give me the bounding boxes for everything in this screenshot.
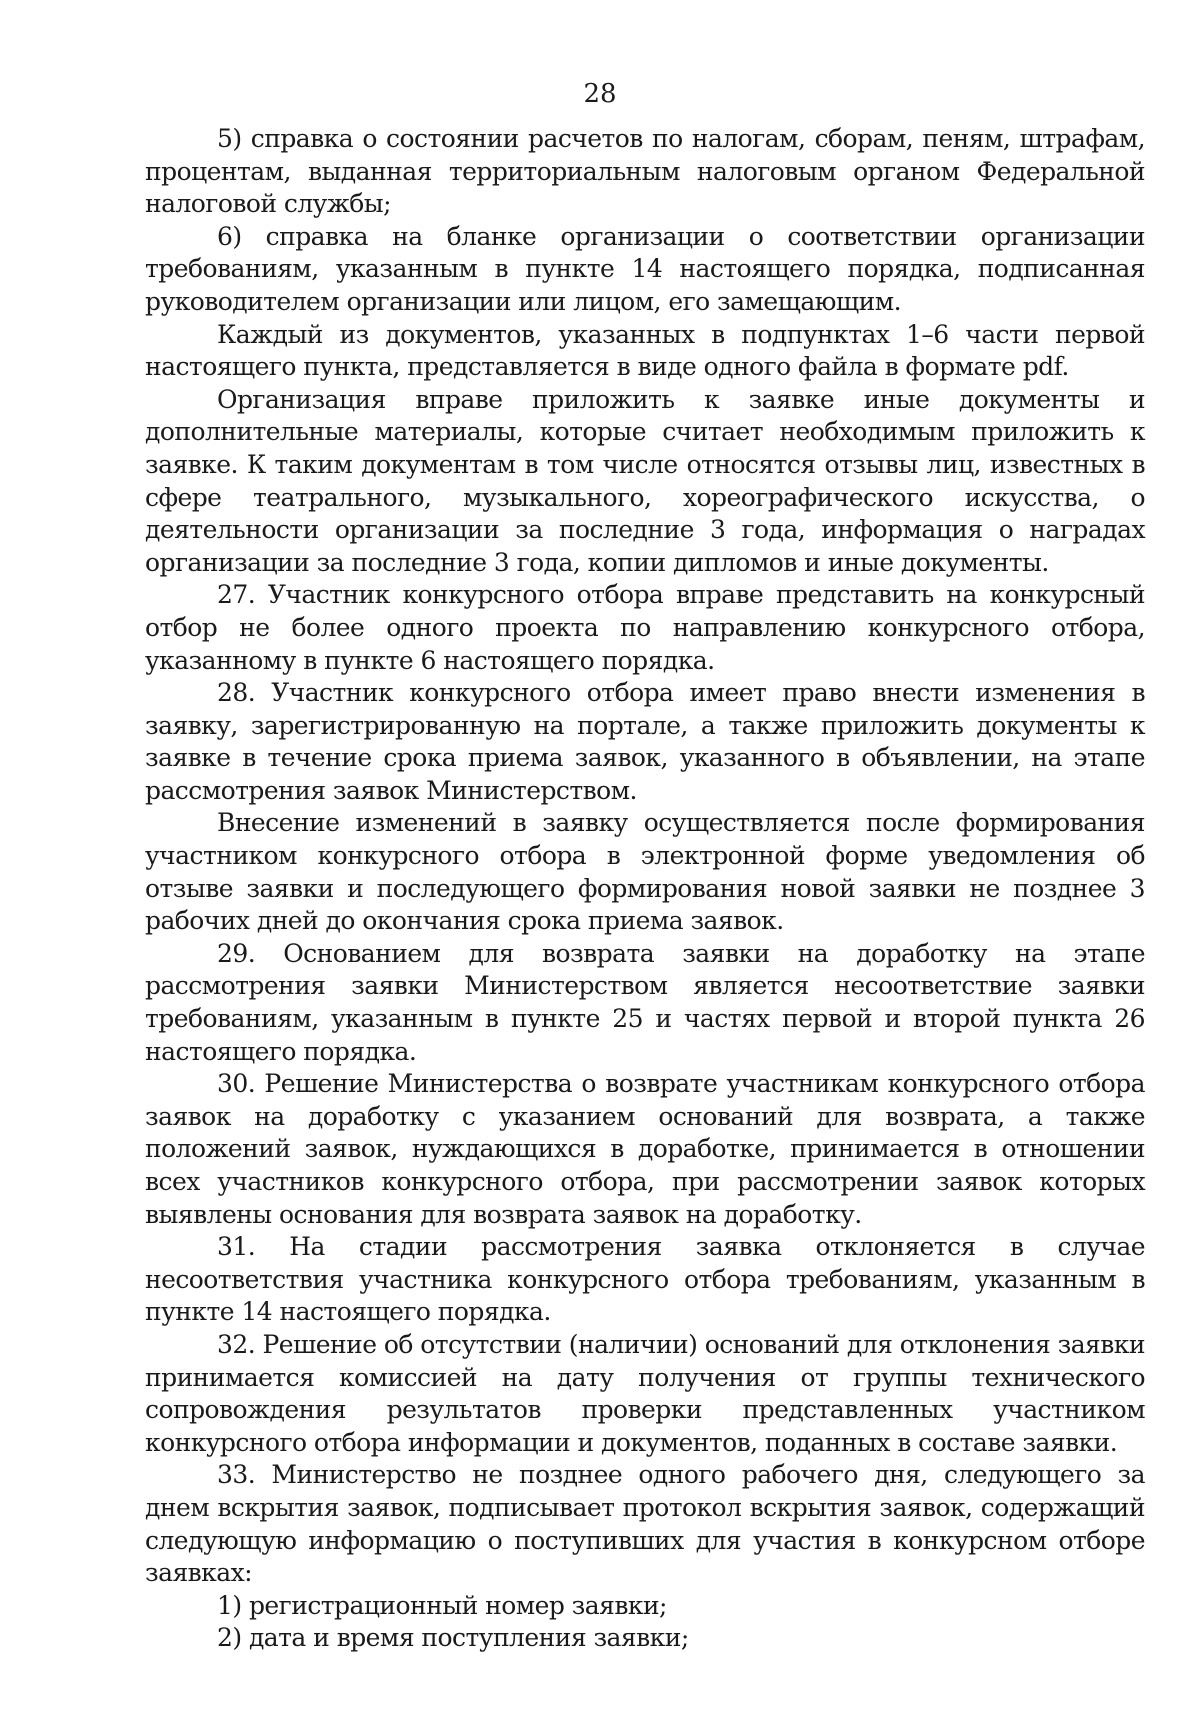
paragraph-clause-32: 32. Решение об отсутствии (наличии) оснований для отклонения заявки принимается комиссией на дату получения от группы технического сопровождения результатов проверки представленных участником конкурсного отбора информации и документов, поданных в составе заявки. — [145, 1329, 1145, 1457]
paragraph-clause-28: 28. Участник конкурсного отбора имеет право внести изменения в заявку, зарегистрированную на портале, а также приложить документы к заявке в течение срока приема заявок, указанного в объявлении, на этапе рассмотрения заявок Министерством. — [145, 678, 1145, 805]
list-item-registration-number: 1) регистрационный номер заявки; — [217, 1590, 667, 1620]
paragraph-clause-29: 29. Основанием для возврата заявки на доработку на этапе рассмотрения заявки Министерством является несоответствие заявки требованиям, указанным в пункте 25 и частях первой и второй пункта 26 настоящего порядка. — [145, 938, 1145, 1066]
paragraph-pdf-format: Каждый из документов, указанных в подпунктах 1–6 части первой настоящего пункта, представляется в виде одного файла в формате pdf. — [145, 319, 1145, 382]
paragraph-clause-27: 27. Участник конкурсного отбора вправе представить на конкурсный отбор не более одного проекта по направлению конкурсного отбора, указанному в пункте 6 настоящего порядка. — [145, 580, 1145, 675]
paragraph-clause-31: 31. На стадии рассмотрения заявка отклоняется в случае несоответствия участника конкурсного отбора требованиям, указанным в пункте 14 настоящего порядка. — [145, 1232, 1145, 1327]
page-number: 28 — [583, 79, 617, 109]
paragraph-clause-33: 33. Министерство не позднее одного рабочего дня, следующего за днем вскрытия заявок, подписывает протокол вскрытия заявок, содержащий следующую информацию о поступивших для участия в конкурсном отборе заявках: — [145, 1460, 1145, 1588]
paragraph-item-5-tax-certificate: 5) справка о состоянии расчетов по налогам, сборам, пеням, штрафам, процентам, выданная территориальным налоговым органом Федеральной налоговой службы; — [145, 124, 1145, 219]
document-body — [145, 123, 1145, 1655]
paragraph-item-6-compliance-certificate: 6) справка на бланке организации о соответствии организации требованиям, указанным в пункте 14 настоящего порядка, подписанная руководителем организации или лицом, его замещающим. — [145, 221, 1145, 316]
list-item-submission-datetime: 2) дата и время поступления заявки; — [217, 1623, 689, 1653]
paragraph-clause-30: 30. Решение Министерства о возврате участникам конкурсного отбора заявок на доработку с указанием оснований для возврата, а также положений заявок, нуждающихся в доработке, принимается в отношении всех участников конкурсного отбора, при рассмотрении заявок которых выявлены основания для возврата заявок на доработку. — [145, 1069, 1145, 1229]
paragraph-changes-procedure: Внесение изменений в заявку осуществляется после формирования участником конкурсного отбора в электронной форме уведомления об отзыве заявки и последующего формирования новой заявки не позднее 3 рабочих дней до окончания срока приема заявок. — [145, 808, 1145, 936]
paragraph-additional-documents: Организация вправе приложить к заявке иные документы и дополнительные материалы, которые считает необходимым приложить к заявке. К таким документам в том числе относятся отзывы лиц, известных в сфере театрального, музыкального, хореографического искусства, о деятельности организации за последние 3 года, информация о наградах организации за последние 3 года, копии дипломов и иные документы. — [145, 384, 1145, 577]
